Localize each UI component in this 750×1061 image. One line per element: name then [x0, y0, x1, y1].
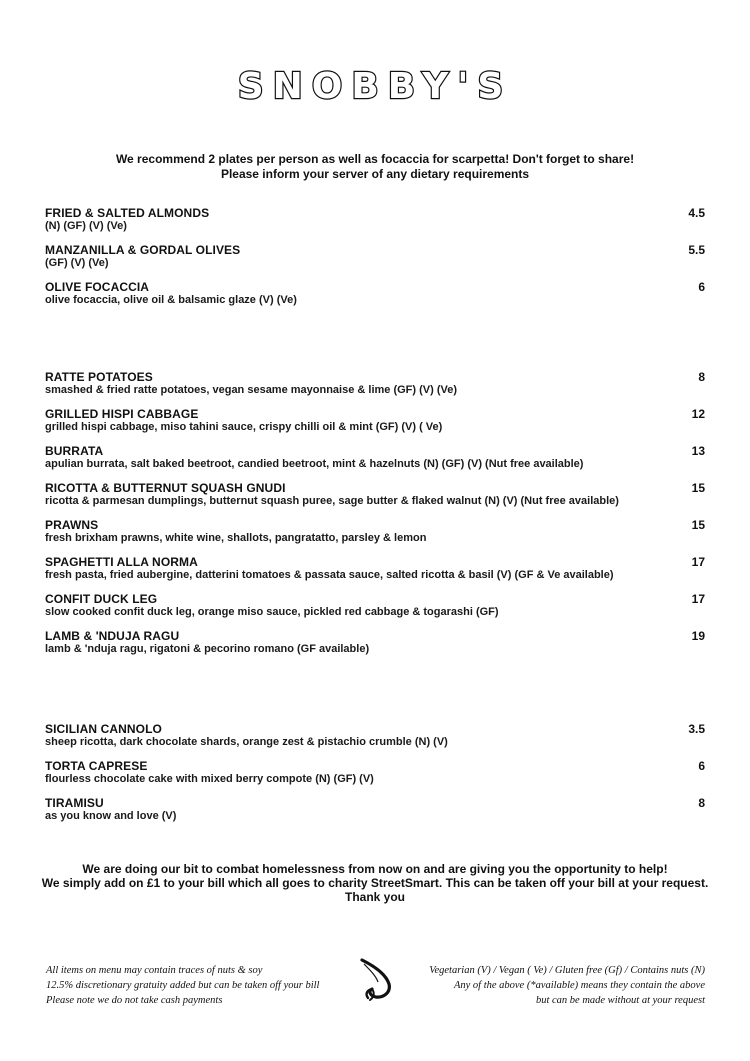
menu-item — [45, 629, 705, 656]
item-description: olive focaccia, olive oil & balsamic glaze (V) (Ve) — [45, 294, 297, 306]
item-name: LAMB & 'NDUJA RAGU — [45, 629, 180, 643]
item-name: SPAGHETTI ALLA NORMA — [45, 555, 198, 569]
charity-line-1: We are doing our bit to combat homelessness from now on and are giving you the opportunity to help! — [82, 862, 668, 876]
intro-line-2: Please inform your server of any dietary requirements — [220, 167, 530, 181]
footer-note: Please note we do not take cash payments — [46, 995, 223, 1006]
charity-line-2: We simply add on £1 to your bill which all goes to charity StreetSmart. This can be taken off your bill at your request. — [41, 876, 709, 890]
footer-notes-left — [46, 963, 319, 1008]
item-name: RICOTTA & BUTTERNUT SQUASH GNUDI — [45, 481, 286, 495]
menu-item — [45, 243, 705, 270]
item-description: as you know and love (V) — [45, 810, 177, 822]
item-price: 13 — [691, 444, 705, 458]
item-description: (GF) (V) (Ve) — [45, 257, 109, 269]
item-name: CONFIT DUCK LEG — [45, 592, 158, 606]
item-description: grilled hispi cabbage, miso tahini sauce, crispy chilli oil & mint (GF) (V) ( Ve) — [45, 421, 443, 433]
dietary-key: Vegetarian (V) / Vegan ( Ve) / Gluten free (Gf) / Contains nuts (N) — [429, 965, 705, 976]
item-name: FRIED & SALTED ALMONDS — [45, 206, 210, 220]
item-description: fresh pasta, fried aubergine, datterini tomatoes & passata sauce, salted ricotta & basil (V) (GF & Ve available) — [45, 569, 614, 581]
item-description: lamb & 'nduja ragu, rigatoni & pecorino romano (GF available) — [45, 643, 370, 655]
menu-item — [45, 206, 705, 233]
charity-note — [0, 862, 750, 904]
prawn-icon — [356, 956, 396, 1002]
intro-line-1: We recommend 2 plates per person as well as focaccia for scarpetta! Don't forget to share! — [115, 152, 635, 166]
menu-item — [45, 592, 705, 619]
snacks-section — [45, 206, 705, 307]
desserts-section — [45, 722, 705, 823]
menu-item — [45, 518, 705, 545]
item-name: MANZANILLA & GORDAL OLIVES — [45, 243, 241, 257]
item-name: TIRAMISU — [45, 796, 104, 810]
menu-item — [45, 444, 705, 471]
charity-line-3: Thank you — [344, 890, 405, 904]
menu-item — [45, 722, 705, 749]
menu-item — [45, 481, 705, 508]
menu-item — [45, 796, 705, 823]
menu-item — [45, 555, 705, 582]
intro-note — [0, 152, 750, 182]
item-price: 6 — [698, 280, 705, 294]
item-price: 15 — [691, 518, 705, 532]
item-name: RATTE POTATOES — [45, 370, 153, 384]
footer-note: 12.5% discretionary gratuity added but can be taken off your bill — [46, 980, 320, 991]
footer-note: All items on menu may contain traces of nuts & soy — [46, 965, 263, 976]
item-name: GRILLED HISPI CABBAGE — [45, 407, 199, 421]
item-name: PRAWNS — [45, 518, 99, 532]
item-price: 12 — [691, 407, 705, 421]
item-name: OLIVE FOCACCIA — [45, 280, 150, 294]
item-description: flourless chocolate cake with mixed berry compote (N) (GF) (V) — [45, 773, 374, 785]
item-description: ricotta & parmesan dumplings, butternut squash puree, sage butter & flaked walnut (N) (V) (Nut free available) — [45, 495, 619, 507]
item-price: 6 — [698, 759, 705, 773]
item-price: 5.5 — [688, 243, 705, 257]
item-price: 19 — [691, 629, 705, 643]
restaurant-logo: SNOBBY'S — [237, 66, 513, 107]
item-description: sheep ricotta, dark chocolate shards, orange zest & pistachio crumble (N) (V) — [45, 736, 448, 748]
item-price: 8 — [698, 370, 705, 384]
menu-item — [45, 407, 705, 434]
item-price: 4.5 — [688, 206, 705, 220]
item-price: 8 — [698, 796, 705, 810]
footer-notes-right — [429, 963, 705, 1008]
footer-note: Any of the above (*available) means they contain the above — [453, 980, 705, 991]
item-name: TORTA CAPRESE — [45, 759, 148, 773]
item-description: slow cooked confit duck leg, orange miso sauce, pickled red cabbage & togarashi (GF) — [45, 606, 499, 618]
item-price: 3.5 — [688, 722, 705, 736]
item-description: (N) (GF) (V) (Ve) — [45, 220, 127, 232]
item-name: BURRATA — [45, 444, 104, 458]
menu-item — [45, 370, 705, 397]
item-price: 17 — [691, 555, 705, 569]
item-price: 15 — [691, 481, 705, 495]
footer-note: but can be made without at your request — [535, 995, 705, 1006]
item-name: SICILIAN CANNOLO — [45, 722, 162, 736]
plates-section — [45, 370, 705, 656]
item-description: smashed & fried ratte potatoes, vegan sesame mayonnaise & lime (GF) (V) (Ve) — [45, 384, 458, 396]
item-price: 17 — [691, 592, 705, 606]
menu-item — [45, 280, 705, 307]
item-description: fresh brixham prawns, white wine, shallots, pangratatto, parsley & lemon — [45, 532, 427, 544]
item-description: apulian burrata, salt baked beetroot, candied beetroot, mint & hazelnuts (N) (GF) (V) (Nut free available) — [45, 458, 584, 470]
menu-item — [45, 759, 705, 786]
